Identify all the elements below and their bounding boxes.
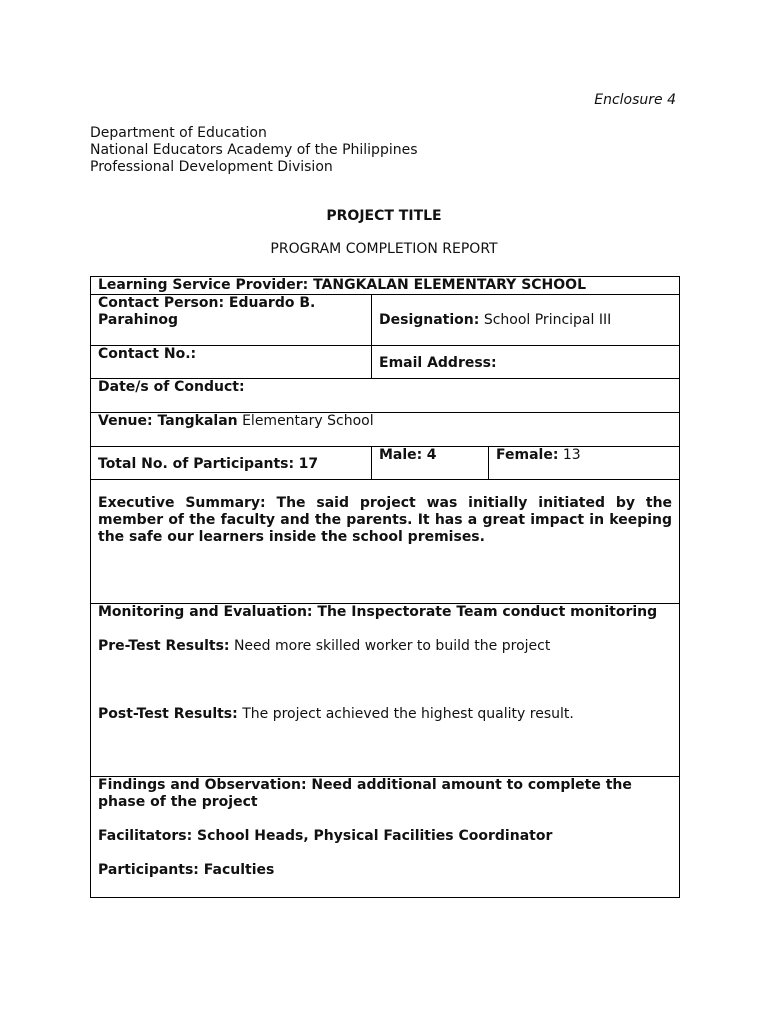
pre-test-label: Pre-Test Results:	[98, 638, 230, 654]
venue-cell	[91, 413, 680, 447]
agency-line-academy: National Educators Academy of the Philippines	[90, 142, 418, 158]
female-value: 13	[562, 447, 581, 463]
monitoring-evaluation-cell	[91, 604, 680, 777]
dates-of-conduct-cell: Date/s of Conduct:	[91, 379, 680, 413]
findings-observation-cell	[91, 777, 680, 898]
learning-service-provider-cell: Learning Service Provider: TANGKALAN ELEMENTARY SCHOOL	[91, 277, 680, 295]
post-test-label: Post-Test Results:	[98, 706, 238, 722]
executive-summary-cell	[91, 480, 680, 604]
venue-value: Elementary School	[242, 413, 374, 429]
post-test-results	[98, 706, 672, 723]
enclosure-label: Enclosure 4	[594, 92, 676, 108]
designation-label: Designation:	[379, 311, 480, 328]
pre-test-results	[98, 638, 672, 655]
agency-line-department: Department of Education	[90, 125, 267, 141]
participants-text: Participants: Faculties	[98, 862, 275, 878]
project-title: PROJECT TITLE	[326, 208, 442, 224]
contact-person-cell: Contact Person: Eduardo B. Parahinog	[91, 295, 372, 346]
report-title: PROGRAM COMPLETION REPORT	[270, 241, 498, 257]
facilitators-text: Facilitators: School Heads, Physical Facilities Coordinator	[98, 828, 553, 844]
venue-label: Venue: Tangkalan	[98, 413, 238, 429]
total-participants-value: 17	[298, 456, 319, 472]
completion-report-form	[90, 276, 680, 898]
agency-line-division: Professional Development Division	[90, 159, 333, 175]
male-count-cell	[372, 447, 489, 480]
female-count-cell	[489, 447, 680, 480]
male-value: 4	[426, 447, 437, 463]
email-address-cell: Email Address:	[372, 346, 680, 379]
female-label: Female:	[496, 447, 559, 463]
designation-value: School Principal III	[483, 311, 612, 328]
total-participants-cell	[91, 447, 372, 480]
total-participants-label: Total No. of Participants:	[98, 456, 295, 472]
monitoring-evaluation-text: Monitoring and Evaluation: The Inspectorate Team conduct monitoring	[98, 604, 658, 620]
male-label: Male:	[379, 447, 423, 463]
contact-number-cell: Contact No.:	[91, 346, 372, 379]
pre-test-value: Need more skilled worker to build the project	[233, 638, 551, 654]
post-test-value: The project achieved the highest quality result.	[242, 706, 574, 722]
executive-summary-text: Executive Summary: The said project was initially initiated by the member of the faculty and the parents. It has a great impact in keeping the safe our learners inside the school premises.	[98, 495, 673, 545]
findings-observation-text: Findings and Observation: Need additional amount to complete the phase of the project	[98, 777, 632, 810]
agency-header	[90, 125, 418, 176]
designation-cell	[372, 295, 680, 346]
